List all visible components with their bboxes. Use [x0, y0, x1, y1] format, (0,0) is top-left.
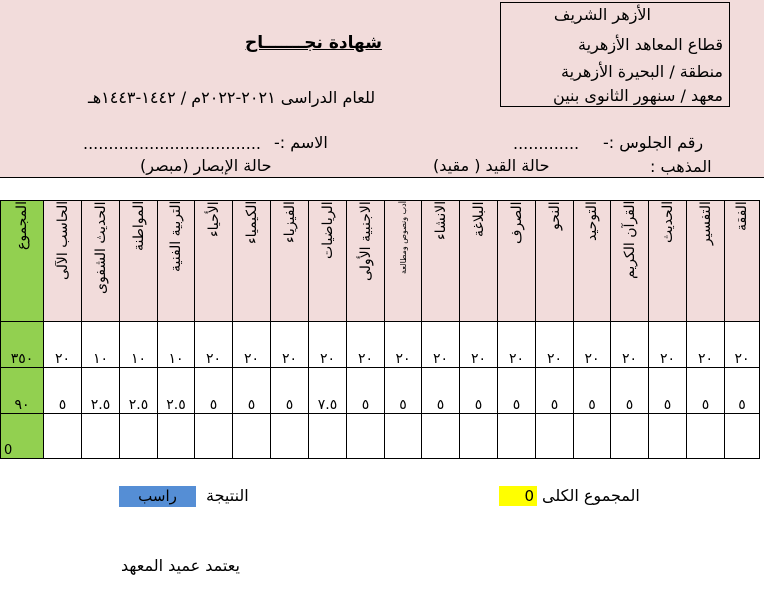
subject-label: الأحياء — [205, 201, 222, 237]
subject-header-cell — [158, 201, 195, 322]
min-score-cell: ٢.٥ — [82, 368, 120, 414]
subject-header-cell — [82, 201, 120, 322]
max-score-cell: ٢٠ — [687, 322, 725, 368]
max-score-cell: ١٠ — [120, 322, 158, 368]
subject-header-cell — [44, 201, 82, 322]
total-score-cell: 0 — [1, 414, 44, 459]
max-score-cell: ٢٠ — [422, 322, 460, 368]
score-cell — [460, 414, 498, 459]
min-score-cell: ٥ — [460, 368, 498, 414]
subject-label: النحو — [546, 201, 563, 230]
score-cell — [120, 414, 158, 459]
max-score-cell: ٢٠ — [347, 322, 385, 368]
madhhab-label: المذهب : — [650, 157, 712, 176]
subject-label: القرآن الكريم — [621, 201, 638, 280]
max-score-cell: ٢٠ — [460, 322, 498, 368]
score-cell — [271, 414, 309, 459]
min-score-cell: ٥ — [271, 368, 309, 414]
min-score-cell: ٥ — [233, 368, 271, 414]
score-cell — [233, 414, 271, 459]
grades-table — [0, 200, 760, 459]
student-name-label: الاسم :- — [274, 133, 328, 152]
total-header-cell — [1, 201, 44, 322]
max-score-cell: ٢٠ — [385, 322, 422, 368]
min-score-cell: ٥ — [347, 368, 385, 414]
institution-line-2: قطاع المعاهد الأزهرية — [578, 35, 723, 54]
certificate-header — [0, 0, 764, 178]
certificate-title: شهادة نجـــــــاح — [245, 33, 382, 53]
subject-label: أدب ونصوص ومطالعة — [398, 201, 408, 274]
enrollment-status: حالة القيد ( مقيد) — [433, 156, 550, 175]
score-cell — [422, 414, 460, 459]
max-score-cell: ٢٠ — [195, 322, 233, 368]
institution-line-3: منطقة / البحيرة الأزهرية — [561, 62, 723, 81]
subject-header-cell — [271, 201, 309, 322]
min-score-cell: ٥ — [422, 368, 460, 414]
subject-header-cell — [422, 201, 460, 322]
seat-number-value: ............. — [513, 134, 580, 153]
min-score-row — [1, 368, 760, 414]
subject-label: البلاغة — [470, 201, 487, 237]
subject-label: الحديث — [659, 201, 676, 244]
score-cell — [82, 414, 120, 459]
max-score-cell: ٢٠ — [611, 322, 649, 368]
max-score-cell: ٢٠ — [271, 322, 309, 368]
total-min-cell: ٩٠ — [1, 368, 44, 414]
max-score-cell: ٢٠ — [309, 322, 347, 368]
score-cell — [347, 414, 385, 459]
subject-header-cell — [611, 201, 649, 322]
subject-header-cell — [309, 201, 347, 322]
subject-label: التوحيد — [584, 201, 600, 241]
vision-status: حالة الإبصار (مبصر) — [140, 156, 272, 175]
score-cell — [687, 414, 725, 459]
min-score-cell: ٥ — [687, 368, 725, 414]
subject-header-cell — [574, 201, 611, 322]
subject-header-cell — [725, 201, 760, 322]
max-score-cell: ٢٠ — [498, 322, 536, 368]
subject-label: الحديث الشفوى — [92, 201, 109, 294]
min-score-cell: ٥ — [385, 368, 422, 414]
min-score-cell: ٥ — [498, 368, 536, 414]
score-cell — [44, 414, 82, 459]
max-score-cell: ٢٠ — [574, 322, 611, 368]
subject-header-cell — [120, 201, 158, 322]
subject-header-cell — [347, 201, 385, 322]
min-score-cell: ٥ — [44, 368, 82, 414]
result-value: راسب — [119, 486, 196, 507]
max-score-cell: ٢٠ — [233, 322, 271, 368]
student-name-value: ................................... — [83, 134, 262, 153]
max-score-cell: ١٠ — [82, 322, 120, 368]
subject-label: الانشاء — [432, 201, 449, 241]
score-cell — [725, 414, 760, 459]
score-cell — [385, 414, 422, 459]
result-label: النتيجة — [206, 486, 249, 505]
subject-label: المواطنة — [130, 201, 147, 252]
institution-line-1: الأزهر الشريف — [553, 5, 651, 24]
total-label: المجموع — [14, 201, 30, 250]
score-cell — [195, 414, 233, 459]
subject-label: التربية الفنية — [168, 201, 184, 273]
max-score-cell: ٢٠ — [536, 322, 574, 368]
total-max-cell: ٣٥٠ — [1, 322, 44, 368]
max-score-cell: ٢٠ — [649, 322, 687, 368]
subject-header-cell — [649, 201, 687, 322]
seat-number-label: رقم الجلوس :- — [603, 133, 704, 152]
subject-label: الصرف — [508, 201, 525, 244]
subject-header-cell — [498, 201, 536, 322]
min-score-cell: ٥ — [725, 368, 760, 414]
score-cell — [611, 414, 649, 459]
subject-label: الرياضيات — [319, 201, 336, 259]
min-score-cell: ٥ — [574, 368, 611, 414]
academic-year: للعام الدراسى ٢٠٢١-٢٠٢٢م / ١٤٤٢-١٤٤٣هـ — [88, 88, 376, 107]
score-cell — [649, 414, 687, 459]
max-score-cell: ١٠ — [158, 322, 195, 368]
subject-label: الاجنبية الأولى — [357, 201, 374, 281]
dean-approval: يعتمد عميد المعهد — [121, 556, 240, 575]
min-score-cell: ٥ — [195, 368, 233, 414]
subject-header-cell — [536, 201, 574, 322]
subject-label: التفسير — [697, 201, 714, 245]
score-cell — [158, 414, 195, 459]
score-cell — [309, 414, 347, 459]
subject-label: الفيزياء — [281, 201, 298, 243]
min-score-cell: ٢.٥ — [120, 368, 158, 414]
subject-label: الفقة — [734, 201, 750, 231]
min-score-cell: ٥ — [649, 368, 687, 414]
min-score-cell: ٧.٥ — [309, 368, 347, 414]
subject-header-cell — [195, 201, 233, 322]
subject-header-cell — [687, 201, 725, 322]
institution-box — [500, 2, 730, 107]
score-cell — [498, 414, 536, 459]
min-score-cell: ٥ — [611, 368, 649, 414]
grand-total-label: المجموع الكلى — [542, 486, 640, 505]
subject-header-cell — [460, 201, 498, 322]
max-score-row — [1, 322, 760, 368]
score-cell — [574, 414, 611, 459]
student-score-row — [1, 414, 760, 459]
subject-header-row — [1, 201, 760, 322]
subject-header-cell — [233, 201, 271, 322]
max-score-cell: ٢٠ — [725, 322, 760, 368]
min-score-cell: ٥ — [536, 368, 574, 414]
score-cell — [536, 414, 574, 459]
institution-line-4: معهد / سنهور الثانوى بنين — [553, 86, 723, 105]
subject-label: الحاسب الآلى — [54, 201, 71, 281]
subject-label: الكيمياء — [243, 201, 260, 245]
min-score-cell: ٢.٥ — [158, 368, 195, 414]
subject-header-cell — [385, 201, 422, 322]
grand-total-value: 0 — [499, 486, 537, 506]
max-score-cell: ٢٠ — [44, 322, 82, 368]
